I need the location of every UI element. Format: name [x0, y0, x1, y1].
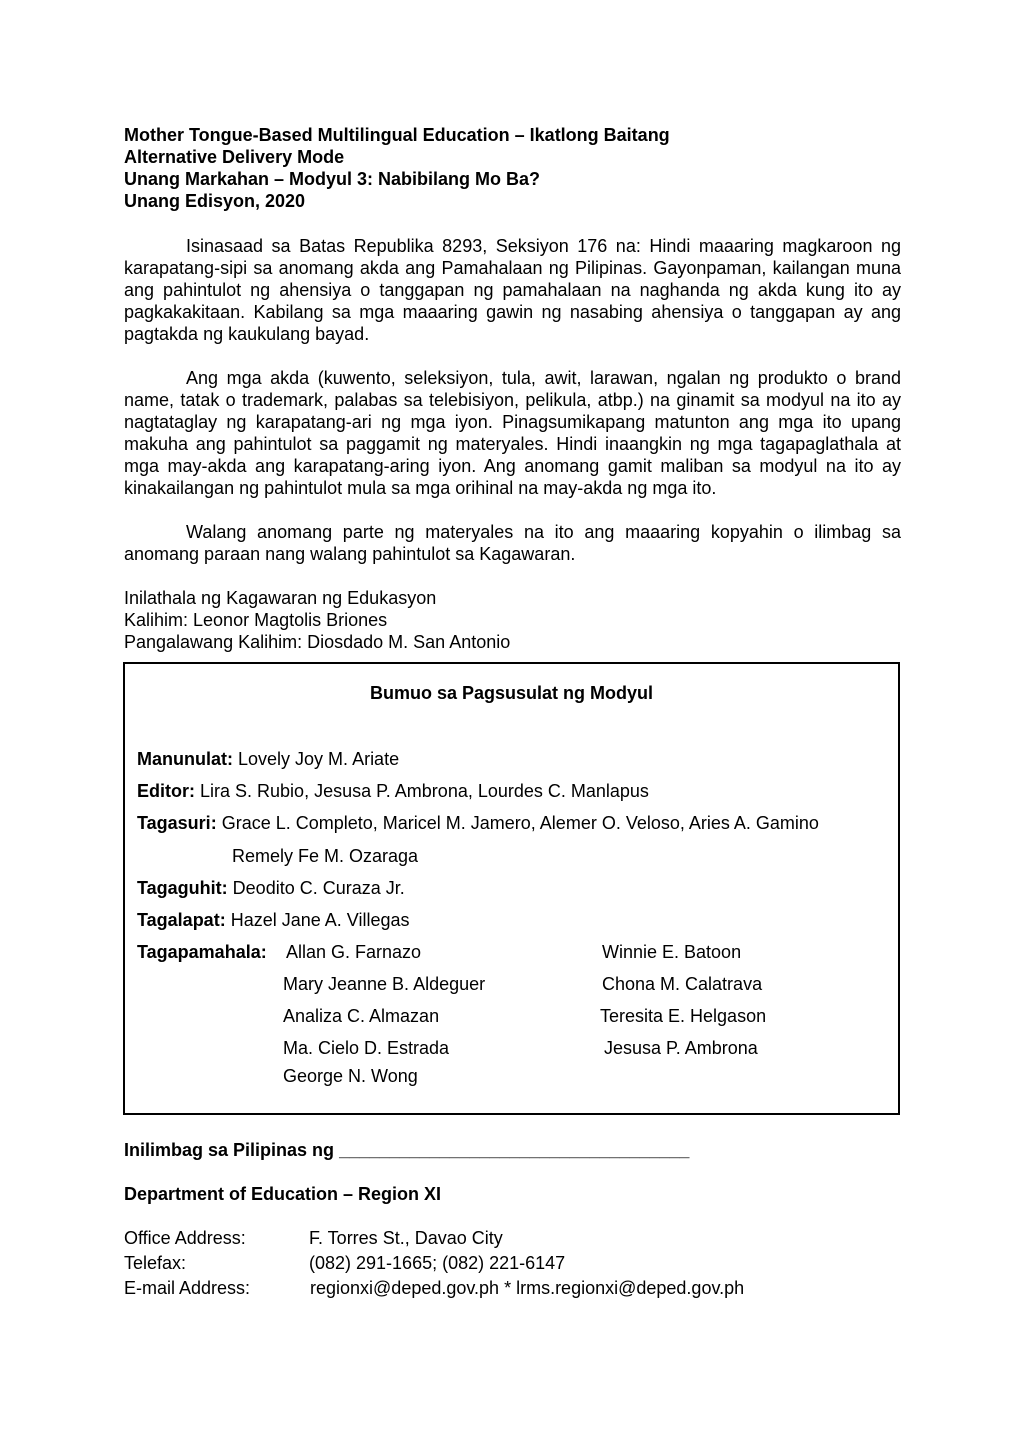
copyright-page [124, 124, 901, 653]
illustrator-name: Deodito C. Curaza Jr. [232, 878, 405, 898]
writer-label: Manunulat: [137, 749, 233, 769]
writer-name: Lovely Joy M. Ariate [238, 749, 400, 769]
manager-right-2: Chona M. Calatrava [602, 974, 763, 994]
telefax-value: (082) 291-1665; (082) 221-6147 [309, 1253, 566, 1273]
telefax-label: Telefax: [124, 1253, 187, 1273]
printing-label: Inilimbag sa Pilipinas ng [124, 1140, 335, 1160]
credits-title: Bumuo sa Pagsusulat ng Modyul [369, 683, 654, 703]
manager-left-4: Ma. Cielo D. Estrada [283, 1038, 450, 1058]
region-heading: Department of Education – Region XI [124, 1184, 442, 1204]
layout-name: Hazel Jane A. Villegas [230, 910, 410, 930]
credit-layout [137, 909, 409, 931]
manager-left-5: George N. Wong [283, 1066, 418, 1086]
email-label: E-mail Address: [124, 1278, 251, 1298]
copyright-paragraph-3: Walang anomang parte ng materyales na ito ang maaaring kopyahin o ilimbag sa anomang paraan nang walang pahintulot sa Kagawaran. [124, 522, 901, 564]
manager-right-1: Winnie E. Batoon [602, 942, 742, 962]
undersecretary-line: Pangalawang Kalihim: Diosdado M. San Antonio [124, 632, 511, 652]
copyright-paragraph-2: Ang mga akda (kuwento, seleksiyon, tula, awit, larawan, ngalan ng produkto o brand name, tatak o trademark, palabas sa telebisiyon, pelikula, atbp.) na ginamit sa modyul na ito ay nagtataglay ng karapatang-ari ng mga iyon. Pinagsumikapang matunton ang mga ito upang makuha ang pahintulot sa paggamit ng materyales. Hindi inaangkin ng mga tagapaglathala at mga may-akda ang karapatang-aring iyon. Ang anomang gamit maliban sa modyul na ito ay kinakailangan ng pahintulot mula sa mga orihinal na may-akda ng mga ito. [124, 368, 901, 498]
printing-line [124, 1140, 689, 1161]
reviewer-label: Tagasuri: [137, 813, 217, 833]
office-value: F. Torres St., Davao City [309, 1228, 503, 1248]
illustrator-label: Tagaguhit: [137, 878, 228, 898]
credit-illustrator [137, 877, 405, 899]
module-title: Unang Markahan – Modyul 3: Nabibilang Mo Ba? [124, 169, 541, 189]
reviewer-names: Grace L. Completo, Maricel M. Jamero, Alemer O. Veloso, Aries A. Gamino [221, 813, 819, 833]
secretary-line: Kalihim: Leonor Magtolis Briones [124, 610, 388, 630]
manager-right-3: Teresita E. Helgason [600, 1006, 767, 1026]
manager-left-1: Allan G. Farnazo [286, 942, 422, 962]
manager-left-2: Mary Jeanne B. Aldeguer [283, 974, 486, 994]
editor-label: Editor: [137, 781, 195, 801]
manager-left-3: Analiza C. Almazan [283, 1006, 440, 1026]
credits-box [123, 662, 900, 1115]
delivery-mode: Alternative Delivery Mode [124, 147, 345, 167]
email-value: regionxi@deped.gov.ph * lrms.regionxi@deped.gov.ph [310, 1278, 745, 1298]
layout-label: Tagalapat: [137, 910, 226, 930]
editor-names: Lira S. Rubio, Jesusa P. Ambrona, Lourdes C. Manlapus [200, 781, 649, 801]
credit-reviewer-continued: Remely Fe M. Ozaraga [232, 846, 419, 866]
copyright-paragraph-1: Isinasaad sa Batas Republika 8293, Seksiyon 176 na: Hindi maaaring magkaroon ng karapatang-sipi sa anomang akda ang Pamahalaan ng Pilipinas. Gayonpaman, kailangan muna ang pahintulot ng ahensiya o tanggapan ng pamahalaan na naghanda ng akda kung ito ay pagkakakitaan. Kabilang sa mga maaaring gawin ng nasabing ahensiya o tanggapan ay ang pagtakda ng kaukulang bayad. [124, 236, 901, 344]
subject-title: Mother Tongue-Based Multilingual Education – Ikatlong Baitang [124, 125, 670, 145]
office-label: Office Address: [124, 1228, 246, 1248]
credit-writer [137, 748, 399, 770]
printing-blank: ___________________________________ [339, 1140, 690, 1160]
edition: Unang Edisyon, 2020 [124, 191, 306, 211]
managers-label-text: Tagapamahala: [137, 942, 267, 962]
manager-right-4: Jesusa P. Ambrona [604, 1038, 758, 1058]
publisher-block [124, 587, 901, 653]
credit-reviewer [137, 812, 819, 834]
publisher-line: Inilathala ng Kagawaran ng Edukasyon [124, 588, 437, 608]
managers-label [137, 941, 267, 963]
credit-editor [137, 780, 649, 802]
